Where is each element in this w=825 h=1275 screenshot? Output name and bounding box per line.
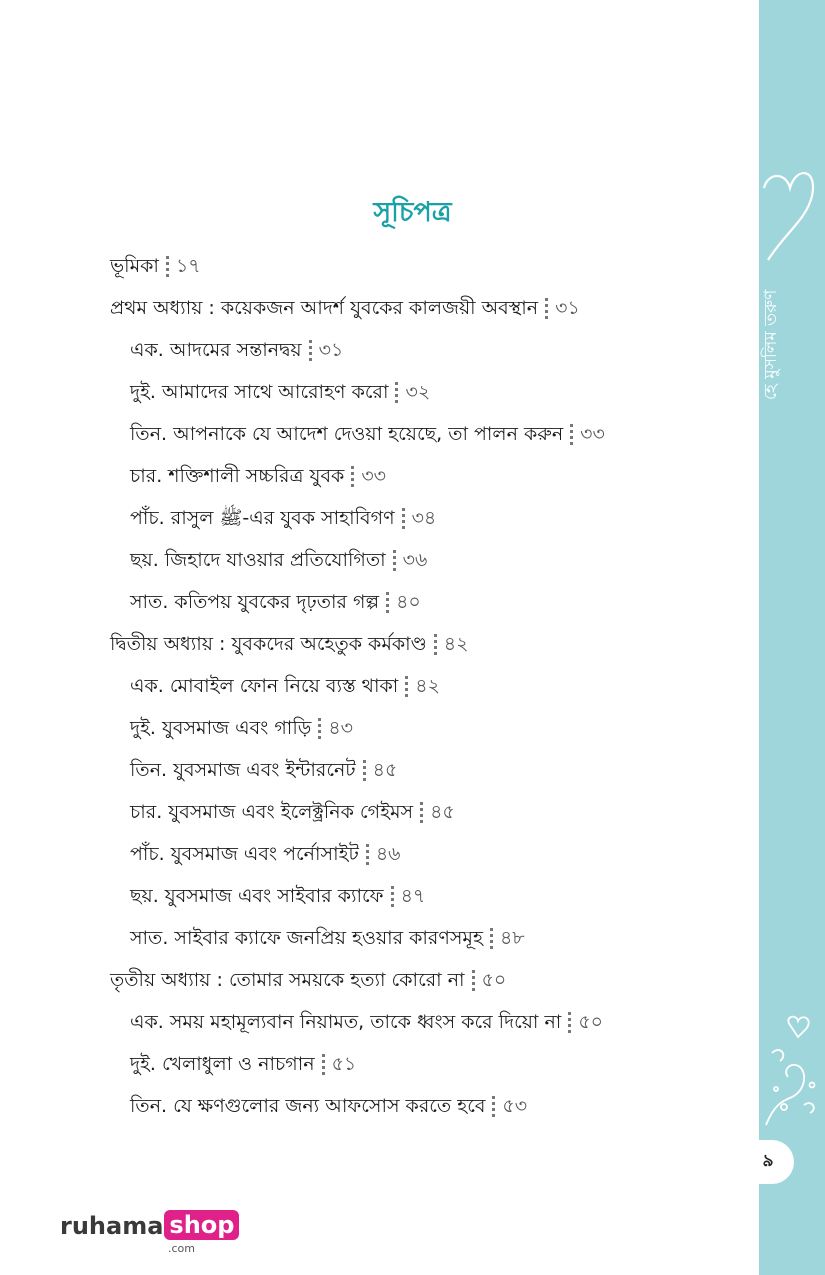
entry-title: সাত. সাইবার ক্যাফে জনপ্রিয় হওয়ার কারণসমূহ — [130, 927, 483, 949]
dotted-separator — [309, 340, 312, 364]
dotted-separator — [420, 802, 423, 826]
entry-page-number: ৪৬ — [375, 843, 401, 865]
entry-title: পাঁচ. যুবসমাজ এবং পর্নোসাইট — [130, 843, 359, 865]
entry-title: তিন. আপনাকে যে আদেশ দেওয়া হয়েছে, তা পালন করুন — [130, 423, 564, 445]
dotted-separator — [391, 886, 394, 910]
entry-page-number: ৩৩ — [361, 465, 387, 487]
entry-title: সাত. কতিপয় যুবকের দৃঢ়তার গল্প — [130, 591, 380, 613]
entry-page-number: ৩১ — [555, 297, 580, 319]
entry-page-number: ৫০ — [481, 969, 507, 991]
logo-text-ruhama: ruhama — [60, 1212, 164, 1240]
entry-page-number: ৪০ — [396, 591, 421, 613]
toc-section-entry[interactable] — [110, 709, 750, 751]
entry-title: এক. আদমের সন্তানদ্বয় — [130, 339, 302, 361]
toc-section-entry[interactable] — [110, 583, 750, 625]
entry-page-number: ১৭ — [175, 255, 201, 277]
floral-swirl-icon — [760, 1005, 822, 1130]
toc-chapter-entry[interactable] — [110, 961, 750, 1003]
dotted-separator — [366, 844, 369, 868]
entry-page-number: ৩১ — [318, 339, 344, 361]
entry-page-number: ৩৩ — [580, 423, 605, 445]
toc-section-entry[interactable] — [110, 877, 750, 919]
dotted-separator — [490, 928, 493, 952]
entry-title: তৃতীয় অধ্যায় : তোমার সময়কে হত্যা কোরো না — [110, 969, 465, 991]
toc-section-entry[interactable] — [110, 499, 750, 541]
entry-page-number: ৪৫ — [430, 801, 455, 823]
entry-title: ভূমিকা — [110, 255, 159, 277]
dotted-separator — [545, 298, 548, 322]
toc-section-entry[interactable] — [110, 457, 750, 499]
dotted-separator — [405, 676, 408, 700]
dotted-separator — [363, 760, 366, 784]
toc-section-entry[interactable] — [110, 751, 750, 793]
toc-section-entry[interactable] — [110, 835, 750, 877]
dotted-separator — [434, 634, 437, 658]
entry-title: দুই. খেলাধুলা ও নাচগান — [130, 1053, 315, 1075]
entry-title: এক. সময় মহামূল্যবান নিয়ামত, তাকে ধ্বংস করে দিয়ো না — [130, 1011, 562, 1033]
entry-title: ছয়. জিহাদে যাওয়ার প্রতিযোগিতা — [130, 549, 386, 571]
entry-title: প্রথম অধ্যায় : কয়েকজন আদর্শ যুবকের কালজয়ী অবস্থান — [110, 297, 539, 319]
toc-section-entry[interactable] — [110, 667, 750, 709]
entry-title: দুই. যুবসমাজ এবং গাড়ি — [130, 717, 312, 739]
toc-chapter-entry[interactable] — [110, 289, 750, 331]
entry-page-number: ৫০ — [578, 1011, 603, 1033]
entry-title: এক. মোবাইল ফোন নিয়ে ব্যস্ত থাকা — [130, 675, 399, 697]
dotted-separator — [402, 508, 405, 532]
toc-section-entry[interactable] — [110, 541, 750, 583]
logo-text-shop: shop — [164, 1210, 239, 1240]
toc-section-entry[interactable] — [110, 1045, 750, 1087]
dotted-separator — [568, 1012, 571, 1036]
entry-page-number: ৫১ — [331, 1053, 357, 1075]
dotted-separator — [472, 970, 475, 994]
toc-chapter-entry[interactable] — [110, 625, 750, 667]
entry-page-number: ৩৪ — [411, 507, 437, 529]
toc-chapter-entry[interactable] — [110, 247, 750, 289]
entry-title: দ্বিতীয় অধ্যায় : যুবকদের অহেতুক কর্মকাণ্ড — [110, 633, 427, 655]
toc-section-entry[interactable] — [110, 1003, 750, 1045]
dotted-separator — [351, 466, 354, 490]
dotted-separator — [318, 718, 321, 742]
entry-title: তিন. যুবসমাজ এবং ইন্টারনেট — [130, 759, 356, 781]
entry-title: দুই. আমাদের সাথে আরোহণ করো — [130, 381, 389, 403]
dotted-separator — [492, 1096, 495, 1120]
entry-page-number: ৫৩ — [502, 1095, 528, 1117]
toc-title: সূচিপত্র — [373, 197, 452, 228]
dotted-separator — [570, 424, 573, 448]
entry-page-number: ৪২ — [415, 675, 440, 697]
entry-page-number: ৪৮ — [499, 927, 525, 949]
toc-section-entry[interactable] — [110, 331, 750, 373]
dotted-separator — [393, 550, 396, 574]
entry-title: চার. যুবসমাজ এবং ইলেক্ট্রনিক গেইমস — [130, 801, 414, 823]
entry-page-number: ৪৫ — [372, 759, 398, 781]
toc-section-entry[interactable] — [110, 919, 750, 961]
entry-page-number: ৪৩ — [328, 717, 354, 739]
entry-title: ছয়. যুবসমাজ এবং সাইবার ক্যাফে — [130, 885, 384, 907]
entry-page-number: ৩৬ — [402, 549, 428, 571]
entry-page-number: ৩২ — [405, 381, 431, 403]
toc-section-entry[interactable] — [110, 415, 750, 457]
toc-section-entry[interactable] — [110, 1087, 750, 1129]
book-title-vertical: হে মুসলিম তরুণ — [761, 289, 781, 400]
entry-title: তিন. যে ক্ষণগুলোর জন্য আফসোস করতে হবে — [130, 1095, 486, 1117]
dotted-separator — [166, 256, 169, 280]
toc-section-entry[interactable] — [110, 373, 750, 415]
page-number: ৯ — [762, 1151, 774, 1171]
entry-page-number: ৪৭ — [400, 885, 426, 907]
logo-text-com: .com — [168, 1242, 195, 1255]
toc-list — [110, 247, 750, 1129]
publisher-logo[interactable] — [60, 1210, 239, 1260]
dotted-separator — [322, 1054, 325, 1078]
entry-page-number: ৪২ — [443, 633, 469, 655]
dotted-separator — [395, 382, 398, 406]
entry-title: চার. শক্তিশালী সচ্চরিত্র যুবক — [130, 465, 345, 487]
entry-title: পাঁচ. রাসুল ﷺ-এর যুবক সাহাবিগণ — [130, 507, 395, 529]
dotted-separator — [386, 592, 389, 616]
toc-section-entry[interactable] — [110, 793, 750, 835]
